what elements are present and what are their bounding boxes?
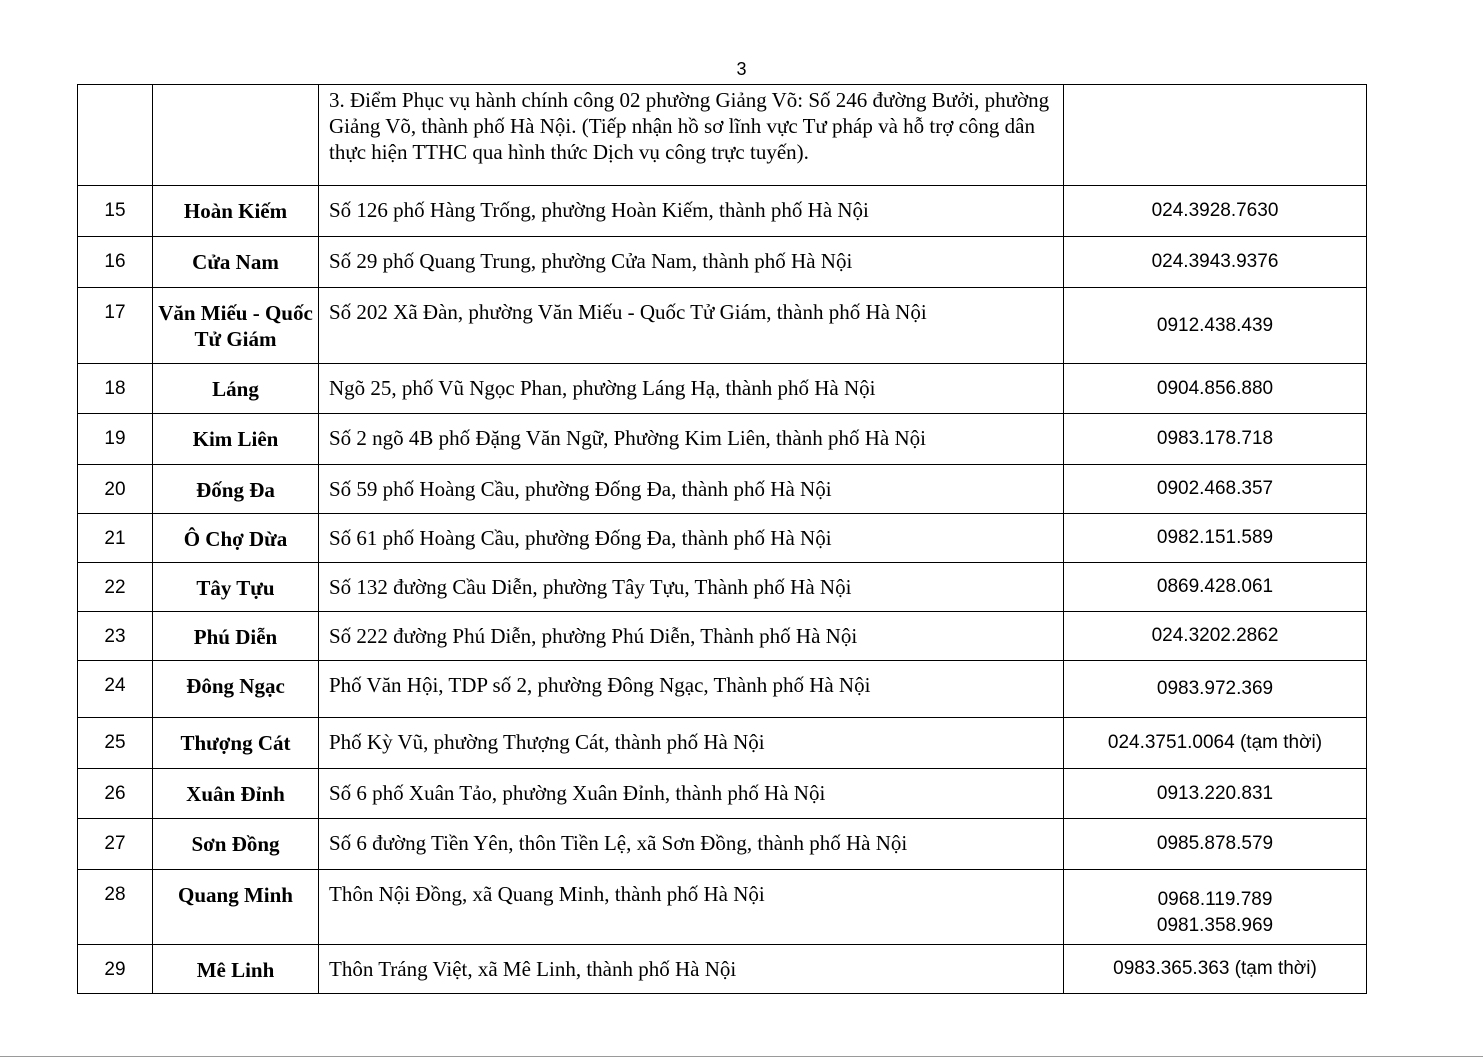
page-number: 3 <box>736 59 747 79</box>
ward-cell: Hoàn Kiếm <box>153 186 319 237</box>
ward-cell: Quang Minh <box>153 870 319 945</box>
stt-cell: 19 <box>78 414 153 465</box>
ward-cell: Tây Tựu <box>153 563 319 612</box>
table-row <box>78 85 1367 186</box>
table-row <box>78 612 1367 661</box>
service-points-table <box>77 84 1367 994</box>
table-row <box>78 465 1367 514</box>
address-cell: Số 132 đường Cầu Diễn, phường Tây Tựu, Thành phố Hà Nội <box>319 563 1064 612</box>
ward-cell <box>153 85 319 186</box>
stt-cell: 18 <box>78 364 153 414</box>
table-row <box>78 237 1367 288</box>
address-cell: Số 6 phố Xuân Tảo, phường Xuân Đỉnh, thành phố Hà Nội <box>319 769 1064 819</box>
table-row <box>78 819 1367 870</box>
table-row <box>78 364 1367 414</box>
stt-cell: 29 <box>78 945 153 994</box>
address-cell: Phố Kỳ Vũ, phường Thượng Cát, thành phố Hà Nội <box>319 718 1064 769</box>
table-row <box>78 288 1367 364</box>
address-cell: Số 29 phố Quang Trung, phường Cửa Nam, thành phố Hà Nội <box>319 237 1064 288</box>
address-cell: Phố Văn Hội, TDP số 2, phường Đông Ngạc, Thành phố Hà Nội <box>319 661 1064 718</box>
address-cell: Ngõ 25, phố Vũ Ngọc Phan, phường Láng Hạ, thành phố Hà Nội <box>319 364 1064 414</box>
phone-cell <box>1064 870 1367 945</box>
table-row <box>78 769 1367 819</box>
phone-cell: 0983.365.363 (tạm thời) <box>1064 945 1367 994</box>
stt-cell: 23 <box>78 612 153 661</box>
address-cell: Số 6 đường Tiền Yên, thôn Tiền Lệ, xã Sơn Đồng, thành phố Hà Nội <box>319 819 1064 870</box>
phone-cell: 0985.878.579 <box>1064 819 1367 870</box>
phone-cell: 024.3928.7630 <box>1064 186 1367 237</box>
phone-cell: 0983.972.369 <box>1064 661 1367 718</box>
phone-cell: 0904.856.880 <box>1064 364 1367 414</box>
stt-cell <box>78 85 153 186</box>
address-cell: Số 59 phố Hoàng Cầu, phường Đống Đa, thành phố Hà Nội <box>319 465 1064 514</box>
table-row <box>78 514 1367 563</box>
ward-cell: Cửa Nam <box>153 237 319 288</box>
address-cell: Số 202 Xã Đàn, phường Văn Miếu - Quốc Tử Giám, thành phố Hà Nội <box>319 288 1064 364</box>
phone-cell: 024.3943.9376 <box>1064 237 1367 288</box>
stt-cell: 16 <box>78 237 153 288</box>
phone-cell: 0869.428.061 <box>1064 563 1367 612</box>
ward-cell: Văn Miếu - Quốc Tử Giám <box>153 288 319 364</box>
stt-cell: 27 <box>78 819 153 870</box>
table-row <box>78 945 1367 994</box>
table-row <box>78 870 1367 945</box>
table-row <box>78 661 1367 718</box>
ward-cell: Đông Ngạc <box>153 661 319 718</box>
table-row <box>78 718 1367 769</box>
address-cell: Số 2 ngõ 4B phố Đặng Văn Ngữ, Phường Kim Liên, thành phố Hà Nội <box>319 414 1064 465</box>
ward-cell: Đống Đa <box>153 465 319 514</box>
phone-cell <box>1064 85 1367 186</box>
ward-cell: Sơn Đồng <box>153 819 319 870</box>
ward-cell: Thượng Cát <box>153 718 319 769</box>
ward-cell: Xuân Đỉnh <box>153 769 319 819</box>
phone-cell: 0913.220.831 <box>1064 769 1367 819</box>
phone-cell: 0983.178.718 <box>1064 414 1367 465</box>
stt-cell: 20 <box>78 465 153 514</box>
address-cell: Thôn Tráng Việt, xã Mê Linh, thành phố Hà Nội <box>319 945 1064 994</box>
phone-cell: 024.3202.2862 <box>1064 612 1367 661</box>
table-row <box>78 414 1367 465</box>
address-cell: Số 126 phố Hàng Trống, phường Hoàn Kiếm, thành phố Hà Nội <box>319 186 1064 237</box>
address-cell: Thôn Nội Đồng, xã Quang Minh, thành phố Hà Nội <box>319 870 1064 945</box>
stt-cell: 28 <box>78 870 153 945</box>
page-bottom-divider <box>0 1056 1483 1057</box>
address-cell: 3. Điểm Phục vụ hành chính công 02 phường Giảng Võ: Số 246 đường Bưởi, phường Giảng Võ, thành phố Hà Nội. (Tiếp nhận hồ sơ lĩnh vực Tư pháp và hỗ trợ công dân thực hiện TTHC qua hình thức Dịch vụ công trực tuyến). <box>319 85 1064 186</box>
stt-cell: 21 <box>78 514 153 563</box>
ward-cell: Ô Chợ Dừa <box>153 514 319 563</box>
stt-cell: 26 <box>78 769 153 819</box>
phone-cell: 024.3751.0064 (tạm thời) <box>1064 718 1367 769</box>
ward-cell: Mê Linh <box>153 945 319 994</box>
phone-line-secondary: 0981.358.969 <box>1156 914 1274 936</box>
table-row <box>78 186 1367 237</box>
phone-line: 0968.119.789 <box>1157 888 1273 910</box>
address-cell: Số 222 đường Phú Diễn, phường Phú Diễn, Thành phố Hà Nội <box>319 612 1064 661</box>
phone-cell: 0902.468.357 <box>1064 465 1367 514</box>
stt-cell: 15 <box>78 186 153 237</box>
stt-cell: 25 <box>78 718 153 769</box>
stt-cell: 17 <box>78 288 153 364</box>
phone-cell: 0982.151.589 <box>1064 514 1367 563</box>
stt-cell: 24 <box>78 661 153 718</box>
phone-cell: 0912.438.439 <box>1064 288 1367 364</box>
ward-cell: Kim Liên <box>153 414 319 465</box>
address-cell: Số 61 phố Hoàng Cầu, phường Đống Đa, thành phố Hà Nội <box>319 514 1064 563</box>
ward-cell: Phú Diễn <box>153 612 319 661</box>
table-row <box>78 563 1367 612</box>
stt-cell: 22 <box>78 563 153 612</box>
ward-cell: Láng <box>153 364 319 414</box>
